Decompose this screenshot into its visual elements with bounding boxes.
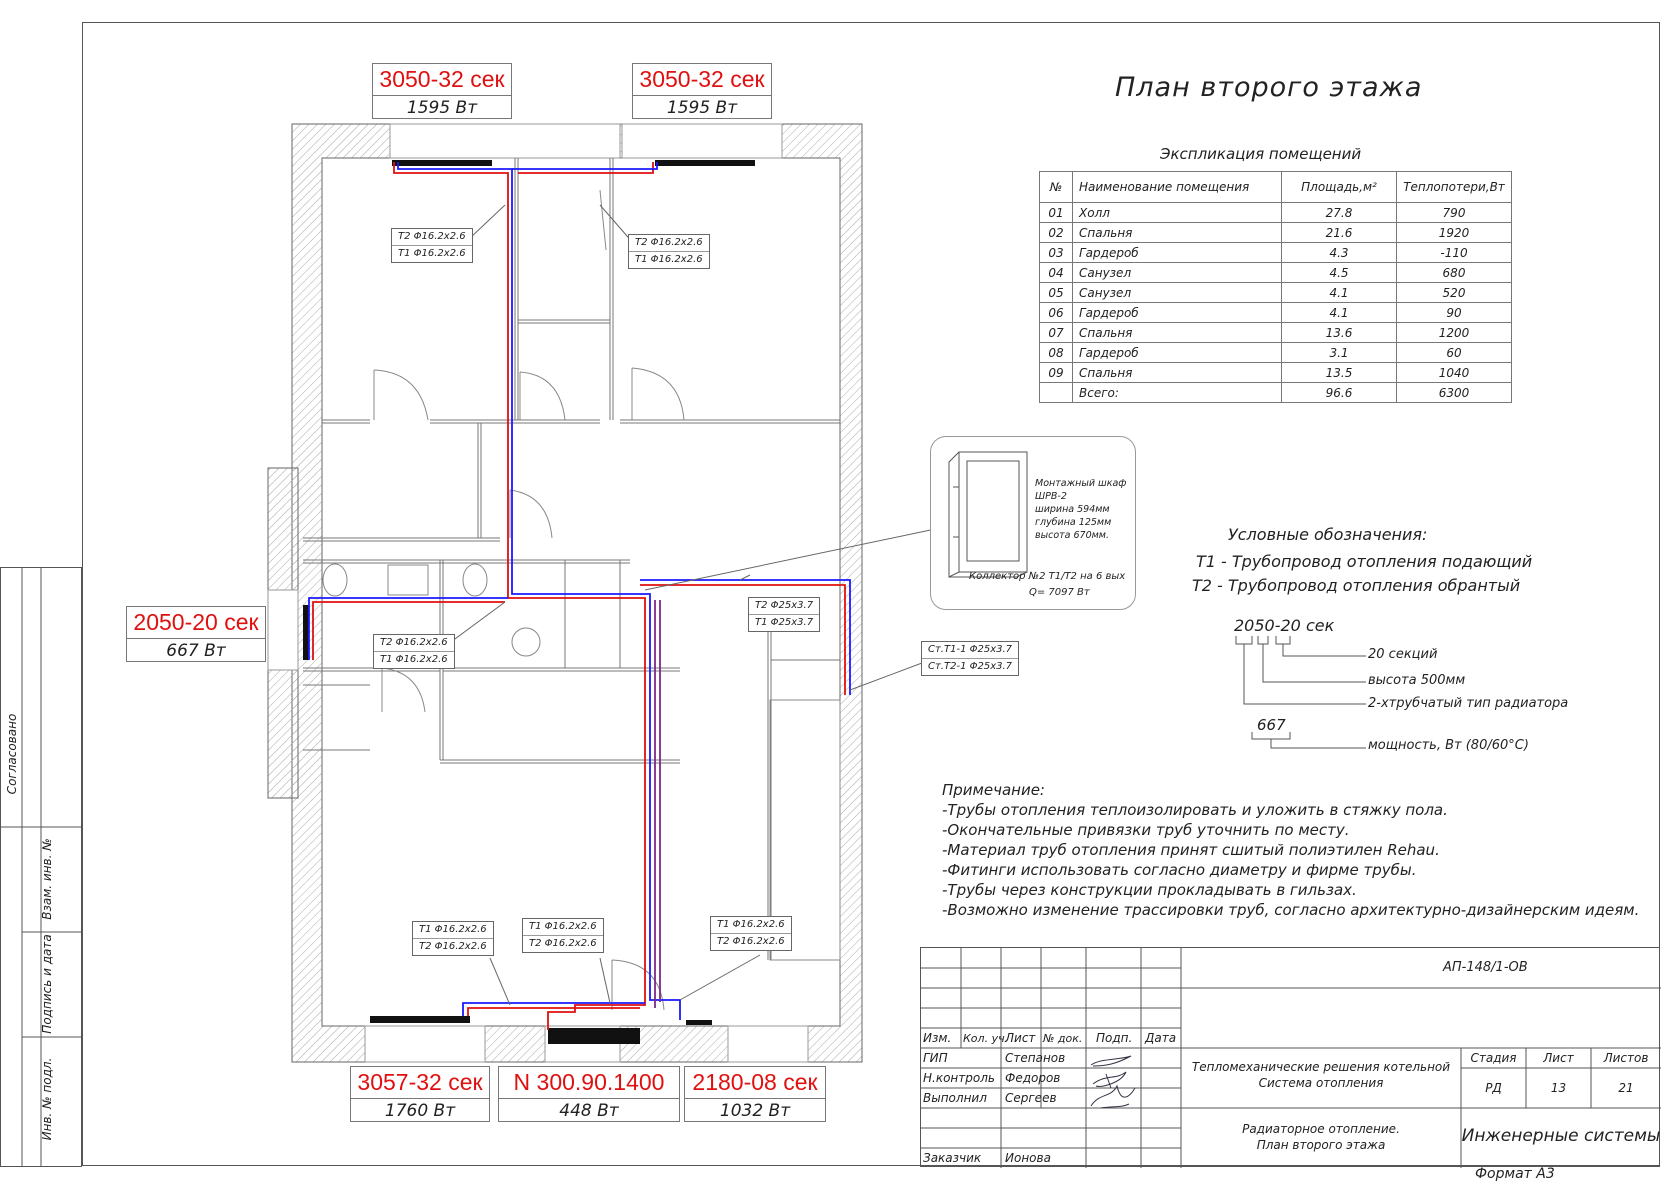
note-item: -Трубы отопления теплоизолировать и уложить в стяжку пола.: [942, 801, 1448, 819]
stamp-sheet-header: Лист: [1543, 1051, 1574, 1065]
stamp-name-customer: Ионова: [1005, 1151, 1051, 1165]
stamp-role-customer: Заказчик: [923, 1151, 982, 1165]
room-name: Холл: [1073, 203, 1282, 223]
stamp-name-gip: Степанов: [1005, 1051, 1066, 1065]
format-label: Формат А3: [1475, 1166, 1555, 1182]
legend-height: высота 500мм: [1368, 673, 1466, 688]
room-heat-loss: 790: [1397, 203, 1512, 223]
note-item: -Возможно изменение трассировки труб, согласно архитектурно-дизайнерским идеям.: [942, 901, 1640, 919]
stamp-role-gip: ГИП: [923, 1051, 948, 1065]
explication-row: [1040, 243, 1512, 263]
margin-agreed: Согласовано: [5, 713, 19, 795]
note-item: -Материал труб отопления принят сшитый полиэтилен Rehau.: [942, 841, 1440, 859]
room-name: Санузел: [1073, 283, 1282, 303]
radiator-label-top-left: 3050-32 сек 1595 Вт: [372, 63, 512, 119]
title-block: [920, 947, 1660, 1167]
room-area: 21.6: [1282, 223, 1397, 243]
room-name: Спальня: [1073, 323, 1282, 343]
explication-caption: Экспликация помещений: [1160, 145, 1362, 163]
room-heat-loss: 6300: [1397, 383, 1512, 403]
stamp-sheet: 13: [1550, 1081, 1567, 1095]
room-heat-loss: 680: [1397, 263, 1512, 283]
room-number: 04: [1040, 263, 1073, 283]
legend-power-desc: мощность, Вт (80/60°С): [1368, 738, 1529, 753]
explication-row: [1040, 323, 1512, 343]
explication-row: [1040, 223, 1512, 243]
pipe-label-d: Т2 Φ25х3.7 Т1 Φ25х3.7: [748, 597, 820, 632]
stamp-hdr-doc: № док.: [1043, 1032, 1083, 1045]
room-heat-loss: 90: [1397, 303, 1512, 323]
cabinet-sketch: [941, 447, 1031, 582]
room-area: 4.1: [1282, 283, 1397, 303]
legend-t1: Т1 - Трубопровод отопления подающий: [1196, 552, 1533, 571]
room-number: 06: [1040, 303, 1073, 323]
legend-power-value: 667: [1257, 716, 1286, 734]
cabinet-line-2: ШРВ-2: [1035, 491, 1067, 502]
cabinet-callout: [930, 436, 1136, 610]
pipe-label-c: Т2 Φ16.2х2.6 Т1 Φ16.2х2.6: [373, 634, 455, 669]
note-item: -Окончательные привязки труб уточнить по месту.: [942, 821, 1350, 839]
explication-row: [1040, 343, 1512, 363]
room-number: 05: [1040, 283, 1073, 303]
stamp-name-done: Сергеев: [1005, 1091, 1057, 1105]
room-heat-loss: 1040: [1397, 363, 1512, 383]
legend-leaders: [1230, 636, 1370, 750]
stamp-hdr-list: Лист: [1005, 1031, 1036, 1045]
room-number: 09: [1040, 363, 1073, 383]
stamp-sheet-title-2: План второго этажа: [1256, 1138, 1386, 1152]
legend-t2: Т2 - Трубопровод отопления обрантый: [1192, 576, 1521, 595]
explication-header: № Наименование помещения Площадь,м² Теплопотери,Вт: [1040, 172, 1512, 203]
signatures: [1091, 1056, 1135, 1108]
room-area: 4.3: [1282, 243, 1397, 263]
explication-row: [1040, 203, 1512, 223]
legend-sections: 20 секций: [1368, 647, 1438, 662]
room-number: 02: [1040, 223, 1073, 243]
notes: [942, 780, 1639, 920]
stamp-code: АП-148/1-ОВ: [1443, 960, 1528, 975]
notes-caption: Примечание:: [942, 781, 1045, 799]
stamp-sheets: 21: [1618, 1081, 1634, 1095]
explication-table: [1039, 171, 1512, 403]
room-name: Гардероб: [1073, 243, 1282, 263]
stamp-stage-header: Стадия: [1470, 1051, 1517, 1065]
room-number: 08: [1040, 343, 1073, 363]
cabinet-q: Q= 7097 Вт: [1029, 587, 1090, 598]
stamp-name-control: Федоров: [1005, 1071, 1061, 1085]
room-number: 03: [1040, 243, 1073, 263]
room-heat-loss: 1920: [1397, 223, 1512, 243]
cabinet-line-4: глубина 125мм: [1035, 517, 1112, 528]
pipe-label-g: Т1 Φ16.2х2.6 Т2 Φ16.2х2.6: [522, 918, 604, 953]
radiator-label-left: 2050-20 сек 667 Вт: [126, 606, 266, 662]
explication-row: [1040, 263, 1512, 283]
legend-caption: Условные обозначения:: [1228, 525, 1428, 544]
margin-sign: Подпись и дата: [40, 934, 54, 1034]
stamp-project-2: Система отопления: [1258, 1076, 1384, 1090]
room-name: Спальня: [1073, 223, 1282, 243]
cabinet-line-5: высота 670мм.: [1035, 530, 1109, 541]
radiator-label-top-right: 3050-32 сек 1595 Вт: [632, 63, 772, 119]
room-heat-loss: 520: [1397, 283, 1512, 303]
room-heat-loss: -110: [1397, 243, 1512, 263]
stamp-project-1: Тепломеханические решения котельной: [1191, 1060, 1451, 1074]
pipe-label-h: Т1 Φ16.2х2.6 Т2 Φ16.2х2.6: [710, 916, 792, 951]
cabinet-collector: Коллектор №2 Т1/Т2 на 6 вых: [969, 571, 1126, 582]
room-area: 13.5: [1282, 363, 1397, 383]
stamp-sheets-header: Листов: [1603, 1051, 1649, 1065]
stamp-hdr-sign: Подп.: [1096, 1031, 1133, 1045]
margin-zam: Взам. инв. №: [40, 838, 54, 920]
explication-row: [1040, 363, 1512, 383]
pipe-label-e: Ст.Т1-1 Φ25х3.7 Ст.Т2-1 Φ25х3.7: [921, 641, 1019, 676]
room-name: Гардероб: [1073, 343, 1282, 363]
stamp-hdr-kol: Кол. уч.: [963, 1032, 1009, 1045]
radiator-label-bottom-mid: N 300.90.1400 448 Вт: [498, 1066, 680, 1122]
stamp-company: Инженерные системы: [1461, 1126, 1661, 1146]
explication-row: [1040, 283, 1512, 303]
explication-row: [1040, 383, 1512, 403]
stamp-hdr-izm: Изм.: [923, 1031, 952, 1045]
stamp-stage: РД: [1485, 1081, 1502, 1095]
cabinet-line-3: ширина 594мм: [1035, 504, 1110, 515]
explication-row: [1040, 303, 1512, 323]
note-item: -Фитинги использовать согласно диаметру и фирме трубы.: [942, 861, 1417, 879]
room-area: 96.6: [1282, 383, 1397, 403]
room-area: 13.6: [1282, 323, 1397, 343]
note-item: -Трубы через конструкции прокладывать в гильзах.: [942, 881, 1357, 899]
room-heat-loss: 60: [1397, 343, 1512, 363]
room-name: Гардероб: [1073, 303, 1282, 323]
stamp-role-done: Выполнил: [923, 1091, 987, 1105]
room-area: 4.1: [1282, 303, 1397, 323]
room-number: 01: [1040, 203, 1073, 223]
room-heat-loss: 1200: [1397, 323, 1512, 343]
room-number: 07: [1040, 323, 1073, 343]
page-title: План второго этажа: [1115, 72, 1423, 103]
margin-inv: Инв. № подл.: [40, 1057, 54, 1141]
room-name: Спальня: [1073, 363, 1282, 383]
pipe-label-a: Т2 Φ16.2х2.6 Т1 Φ16.2х2.6: [391, 228, 473, 263]
radiator-label-bottom-right: 2180-08 сек 1032 Вт: [684, 1066, 826, 1122]
room-area: 27.8: [1282, 203, 1397, 223]
stamp-hdr-date: Дата: [1145, 1031, 1177, 1045]
cabinet-line-1: Монтажный шкаф: [1035, 478, 1127, 489]
radiator-label-bottom-left: 3057-32 сек 1760 Вт: [350, 1066, 490, 1122]
room-area: 3.1: [1282, 343, 1397, 363]
pipe-label-f: Т1 Φ16.2х2.6 Т2 Φ16.2х2.6: [412, 921, 494, 956]
stamp-role-control: Н.контроль: [923, 1071, 995, 1085]
legend-code: 2050-20 сек: [1234, 616, 1335, 635]
room-name: Всего:: [1073, 383, 1282, 403]
room-name: Санузел: [1073, 263, 1282, 283]
legend-type: 2-хтрубчатый тип радиатора: [1368, 696, 1569, 711]
pipe-label-b: Т2 Φ16.2х2.6 Т1 Φ16.2х2.6: [628, 234, 710, 269]
room-number: [1040, 383, 1073, 403]
room-area: 4.5: [1282, 263, 1397, 283]
stamp-sheet-title-1: Радиаторное отопление.: [1242, 1122, 1400, 1136]
